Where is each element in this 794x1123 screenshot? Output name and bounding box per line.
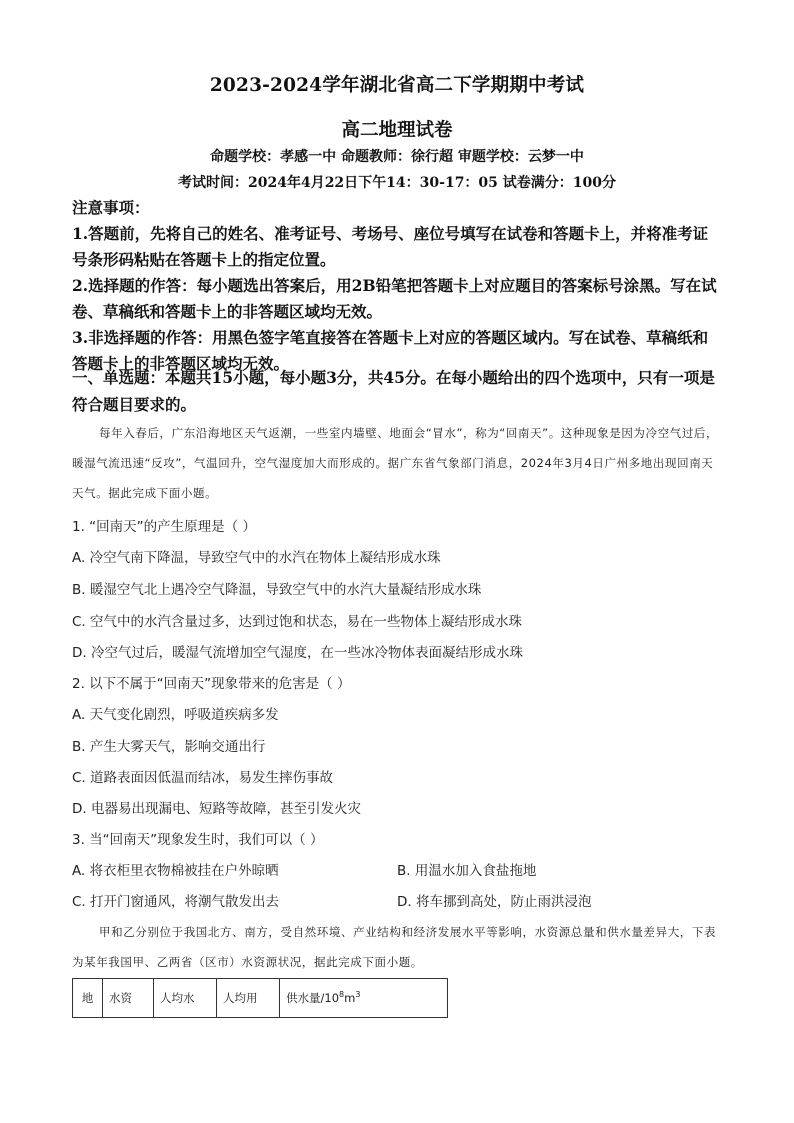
question-1-option-a: A. 冷空气南下降温，导致空气中的水汽在物体上凝结形成水珠 (72, 550, 441, 566)
question-3-option-b: B. 用温水加入食盐拖地 (397, 863, 537, 879)
supply-label: 供水量/10 (286, 991, 340, 1005)
supply-exponent: 8 (339, 990, 345, 1000)
question-2-option-c: C. 道路表面因低温而结冰，易发生摔伤事故 (72, 770, 334, 786)
table-header-cell: 人均用 (217, 979, 280, 1018)
question-2-option-d: D. 电器易出现漏电、短路等故障，甚至引发火灾 (72, 801, 361, 817)
exam-subtitle: 高二地理试卷 (341, 120, 453, 141)
question-1-option-d: D. 冷空气过后，暖湿气流增加空气湿度，在一些冰冷物体表面凝结形成水珠 (72, 645, 523, 661)
notice-item-3: 3.非选择题的作答：用黑色签字笔直接答在答题卡上对应的答题区域内。写在试卷、草稿纸和答题卡上的非答题区域均无效。 (72, 328, 709, 373)
question-3-option-d: D. 将车挪到高处，防止雨洪浸泡 (397, 894, 592, 910)
section-heading: 一、单选题：本题共15小题，每小题3分，共45分。在每小题给出的四个选项中，只有一项是符合题目要求的。 (72, 368, 715, 414)
table-header-cell: 水资 (103, 979, 154, 1018)
notice-item-2: 2.选择题的作答：每小题选出答案后，用2B铅笔把答题卡上对应题目的答案标号涂黑。写在试卷、草稿纸和答题卡上的非答题区域均无效。 (72, 276, 717, 321)
table-header-cell (280, 979, 448, 1018)
table-header-cell: 人均水 (154, 979, 217, 1018)
question-1-option-c: C. 空气中的水汽含量过多，达到过饱和状态，易在一些物体上凝结形成水珠 (72, 614, 523, 630)
question-2-option-b: B. 产生大雾天气，影响交通出行 (72, 739, 266, 755)
question-1-option-b: B. 暖湿空气北上遇冷空气降温，导致空气中的水汽大量凝结形成水珠 (72, 582, 482, 598)
exam-authors: 命题学校：孝感一中 命题教师：徐行超 审题学校：云梦一中 (210, 149, 584, 165)
supply-unit: m (344, 991, 356, 1005)
exam-time: 考试时间：2024年4月22日下午14：30-17：05 试卷满分：100分 (177, 175, 617, 191)
notice-heading: 注意事项： (72, 198, 150, 217)
supply-unit-exponent: 3 (355, 990, 361, 1000)
question-2-stem: 2. 以下不属于“回南天”现象带来的危害是（ ） (72, 676, 351, 692)
water-resources-table (72, 978, 448, 1018)
passage-huinantian: 每年入春后，广东沿海地区天气返潮，一些室内墙壁、地面会“冒水”，称为“回南天”。这种现象是因为冷空气过后，暖湿气流迅速“反攻”，气温回升，空气湿度加大而形成的。据广东省气象部门消息，2024年3月4日广州多地出现回南天天气。据此完成下面小题。 (72, 426, 719, 500)
table-header-cell: 地 (73, 979, 103, 1018)
question-3-stem: 3. 当“回南天”现象发生时，我们可以（ ） (72, 832, 324, 848)
notice-item-1: 1.答题前，先将自己的姓名、准考证号、考场号、座位号填写在试卷和答题卡上，并将准考证号条形码粘贴在答题卡上的指定位置。 (72, 224, 709, 269)
notice-block (72, 195, 722, 377)
passage-water-resources: 甲和乙分别位于我国北方、南方，受自然环境、产业结构和经济发展水平等影响，水资源总量和供水量差异大，下表为某年我国甲、乙两省（区市）水资源状况，据此完成下面小题。 (72, 925, 717, 969)
question-3-option-a: A. 将衣柜里衣物棉被挂在户外晾晒 (72, 863, 279, 879)
question-3-option-c: C. 打开门窗通风，将潮气散发出去 (72, 894, 280, 910)
question-2-option-a: A. 天气变化剧烈，呼吸道疾病多发 (72, 707, 279, 723)
question-1-stem: 1. “回南天”的产生原理是（ ） (72, 519, 256, 535)
exam-title: 2023-2024学年湖北省高二下学期期中考试 (209, 75, 585, 96)
table-header-row (73, 979, 448, 1018)
